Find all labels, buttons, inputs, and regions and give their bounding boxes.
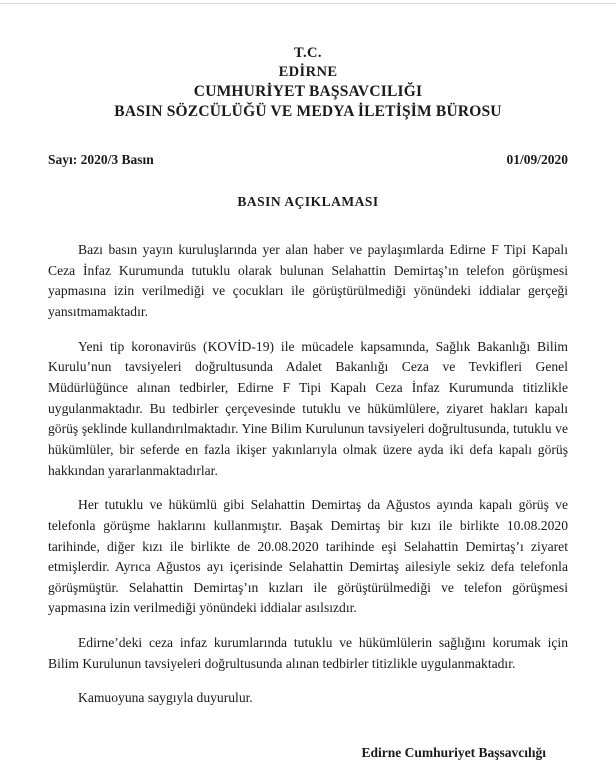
body-paragraph: Edirne’deki ceza infaz kurumlarında tutuklu ve hükümlülerin sağlığını korumak için Bilim Kurulunun tavsiyeleri doğrultusunda alınan tedbirler titizlikle uygulanmaktadır. — [48, 635, 568, 671]
signature-block: Edirne Cumhuriyet Başsavcılığı — [361, 745, 546, 761]
letterhead-line-republic: T.C. — [294, 45, 322, 61]
body-paragraph: Yeni tip koronavirüs (KOVİD-19) ile mücadele kapsamında, Sağlık Bakanlığı Bilim Kurulu’nun tavsiyeleri doğrultusunda Adalet Bakanlığı Ceza ve Tevkifleri Genel Müdürlüğünce alınan tedbirler, Edirne F Tipi Kapalı Ceza İnfaz Kurumunda titizlikle uygulanmaktadır. Bu tedbirler çerçevesinde tutuklu ve hükümlülere, ziyaret hakları kapalı görüş şeklinde kullandırılmaktadır. Yine Bilim Kurulunun tavsiyeleri doğrultusunda, tutuklu ve hükümlüler, bir seferde en fazla ikişer yakınlarıyla olmak üzere ayda iki defa kapalı görüş hakkından yararlanmaktadırlar. — [48, 338, 568, 478]
document-body — [48, 240, 568, 709]
page-top-divider — [0, 3, 616, 4]
closing-statement: Kamuoyuna saygıyla duyurulur. — [78, 690, 253, 706]
letterhead-line-city: EDİRNE — [278, 63, 338, 80]
section-title: BASIN AÇIKLAMASI — [237, 193, 379, 209]
reference-date: 01/09/2020 — [506, 151, 568, 167]
letterhead — [48, 44, 568, 122]
reference-number: Sayı: 2020/3 Basın — [48, 151, 154, 167]
letterhead-line-bureau: BASIN SÖZCÜLÜĞÜ VE MEDYA İLETİŞİM BÜROSU — [114, 102, 502, 120]
letterhead-line-office: CUMHURİYET BAŞSAVCILIĞI — [193, 82, 423, 100]
body-paragraph: Bazı basın yayın kuruluşlarında yer alan haber ve paylaşımlarda Edirne F Tipi Kapalı Ceza İnfaz Kurumunda tutuklu olarak bulunan Selahattin Demirtaş’ın telefon görüşmesi yapmasına izin verilmediği ve çocukları ile görüştürülmediği yönündeki iddialar gerçeği yansıtmamaktadır. — [48, 241, 568, 319]
reference-row — [48, 152, 568, 168]
body-paragraph: Her tutuklu ve hükümlü gibi Selahattin Demirtaş da Ağustos ayında kapalı görüş ve telefonla görüşme haklarını kullanmıştır. Başak Demirtaş bir kızı ile birlikte 10.08.2020 tarihinde, diğer kızı ile birlikte de 20.08.2020 tarihinde eşi Selahattin Demirtaş’ı ziyaret etmişlerdir. Ayrıca Ağustos ayı içerisinde Selahattin Demirtaş ailesiyle sekiz defa telefonla görüşmüştür. Selahattin Demirtaş’ın kızları ile görüştürülmediği ve telefon görüşmesi yapmasına izin verilmediği yönündeki iddialar asılsızdır. — [48, 497, 568, 616]
